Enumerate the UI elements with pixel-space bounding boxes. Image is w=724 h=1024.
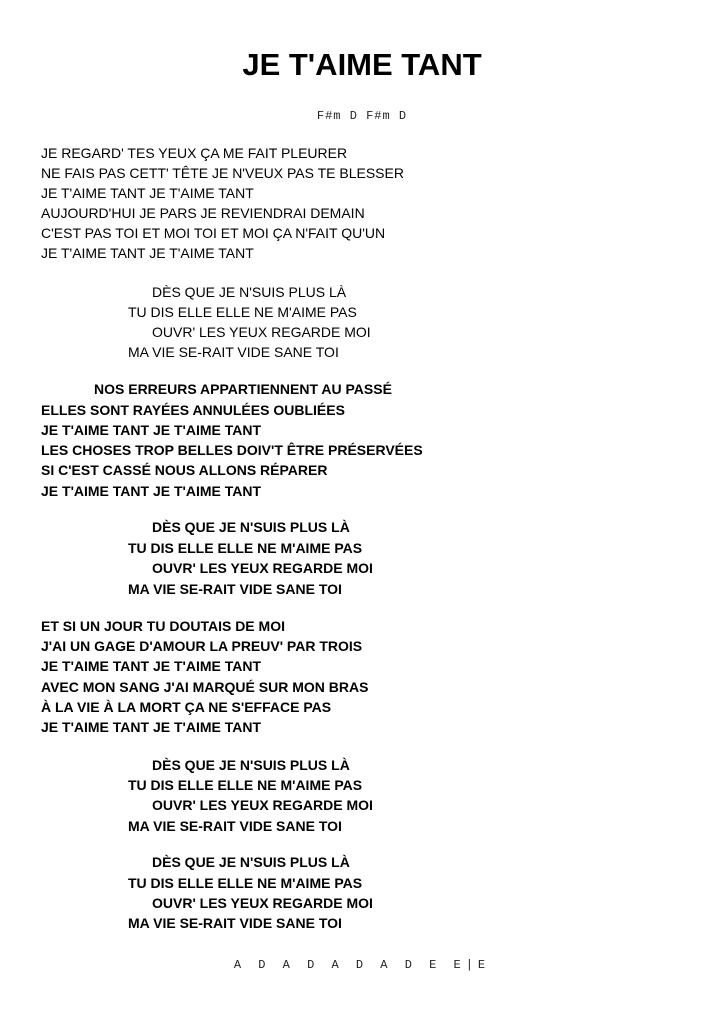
- verse3-line: JE T'AIME TANT JE T'AIME TANT: [41, 719, 262, 735]
- verse2-line: ELLES SONT RAYÉES ANNULÉES OUBLIÉES: [41, 402, 345, 418]
- chorus2-line: MA VIE SE-RAIT VIDE SANE TOI: [128, 581, 342, 597]
- chorus3-line: DÈS QUE JE N'SUIS PLUS LÀ: [152, 757, 350, 773]
- chorus3-line: TU DIS ELLE ELLE NE M'AIME PAS: [128, 777, 363, 793]
- verse1-line: AUJOURD'HUI JE PARS JE REVIENDRAI DEMAIN: [41, 205, 365, 221]
- verse3-line: JE T'AIME TANT JE T'AIME TANT: [41, 658, 262, 674]
- verse1-line: JE T'AIME TANT JE T'AIME TANT: [41, 185, 254, 201]
- verse2-line: NOS ERREURS APPARTIENNENT AU PASSÉ: [94, 381, 392, 397]
- outro-chords: A D A D A D A D E E|E: [233, 958, 491, 972]
- verse1-line: JE T'AIME TANT JE T'AIME TANT: [41, 245, 254, 261]
- verse2-line: LES CHOSES TROP BELLES DOIV'T ÊTRE PRÉSERVÉES: [41, 442, 423, 458]
- chorus1-line: MA VIE SE-RAIT VIDE SANE TOI: [128, 344, 339, 360]
- chorus1-line: TU DIS ELLE ELLE NE M'AIME PAS: [128, 304, 357, 320]
- verse3-line: AVEC MON SANG J'AI MARQUÉ SUR MON BRAS: [41, 679, 369, 695]
- verse1-line: NE FAIS PAS CETT' TÊTE JE N'VEUX PAS TE BLESSER: [41, 165, 404, 181]
- verse3-line: J'AI UN GAGE D'AMOUR LA PREUV' PAR TROIS: [41, 638, 363, 654]
- verse2-line: JE T'AIME TANT JE T'AIME TANT: [41, 483, 262, 499]
- chorus2-line: TU DIS ELLE ELLE NE M'AIME PAS: [128, 540, 363, 556]
- verse3-line: ET SI UN JOUR TU DOUTAIS DE MOI: [41, 618, 285, 634]
- chorus4-line: OUVR' LES YEUX REGARDE MOI: [152, 895, 373, 911]
- chorus3-line: OUVR' LES YEUX REGARDE MOI: [152, 797, 373, 813]
- verse1-line: C'EST PAS TOI ET MOI TOI ET MOI ÇA N'FAIT QU'UN: [41, 225, 386, 241]
- chorus2-line: DÈS QUE JE N'SUIS PLUS LÀ: [152, 519, 350, 535]
- chorus3-line: MA VIE SE-RAIT VIDE SANE TOI: [128, 818, 342, 834]
- chorus1-line: OUVR' LES YEUX REGARDE MOI: [152, 324, 371, 340]
- verse2-line: JE T'AIME TANT JE T'AIME TANT: [41, 422, 262, 438]
- chorus1-line: DÈS QUE JE N'SUIS PLUS LÀ: [152, 284, 347, 300]
- chorus4-line: DÈS QUE JE N'SUIS PLUS LÀ: [152, 854, 350, 870]
- verse3-line: À LA VIE À LA MORT ÇA NE S'EFFACE PAS: [41, 699, 332, 715]
- chorus4-line: TU DIS ELLE ELLE NE M'AIME PAS: [128, 875, 363, 891]
- chorus4-line: MA VIE SE-RAIT VIDE SANE TOI: [128, 915, 342, 931]
- verse1-line: JE REGARD' TES YEUX ÇA ME FAIT PLEURER: [41, 145, 348, 161]
- intro-chords: F#m D F#m D: [316, 109, 408, 123]
- chorus2-line: OUVR' LES YEUX REGARDE MOI: [152, 560, 373, 576]
- verse2-line: SI C'EST CASSÉ NOUS ALLONS RÉPARER: [41, 462, 328, 478]
- song-title: JE T'AIME TANT: [242, 47, 482, 82]
